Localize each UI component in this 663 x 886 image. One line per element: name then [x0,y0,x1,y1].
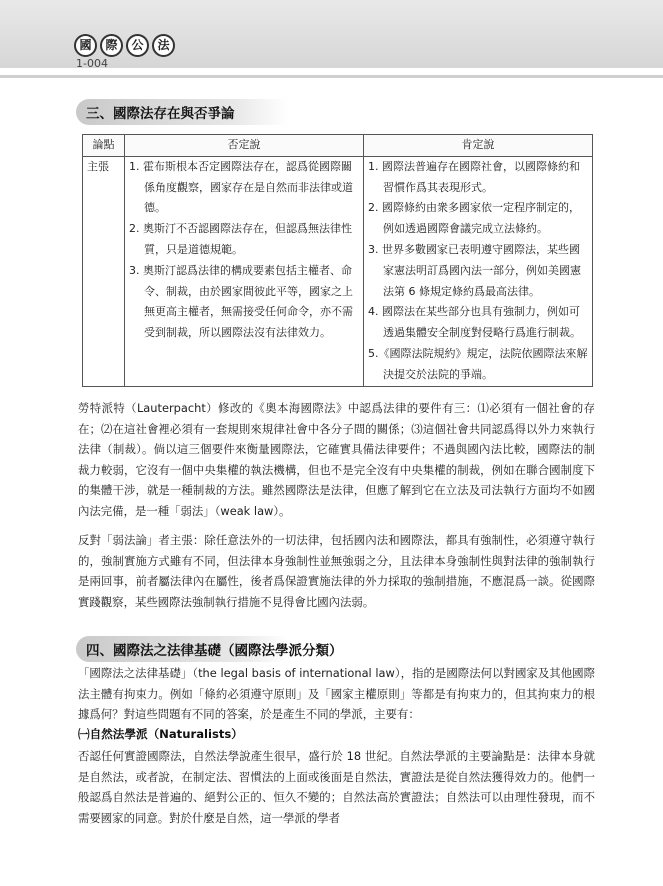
list-item: 1. 國際法普遍存在國際社會，以國際條約和習慣作爲其表現形式。 [368,159,580,194]
table-row-label: 主張 [83,156,125,386]
book-title-char: 際 [100,34,123,57]
body-paragraph: 否認任何實證國際法，自然法學說產生很早，盛行於 18 世紀。自然法學派的主要論點是：法律本身就是自然法，或者說，在制定法、習慣法的上面或後面是自然法，實證法是從自然法獲得效力的。他們一般認爲自然法是普遍的、絕對公正的、恒久不變的；自然法高於實證法；自然法可以由理性發現，而不需要國家的同意。對於什麼是自然，這一學派的學者 [78,749,595,825]
list-item: 4. 國際法在某些部分也具有強制力，例如可透過集體安全制度對侵略行爲進行制裁。 [368,305,581,340]
book-title-char: 國 [74,34,97,57]
subsection-heading: ㈠自然法學派（Naturalists） [78,727,243,741]
positive-view-cell [364,156,593,386]
section-heading [76,99,596,125]
book-title-char: 公 [126,34,149,57]
header-divider [0,75,663,78]
list-item: 3. 世界多數國家已表明遵守國際法，某些國家憲法明訂爲國內法一部分，例如美國憲法第 6 條規定條約爲最高法律。 [368,242,581,298]
list-item: 2. 奧斯汀不否認國際法存在，但認爲無法律性質，只是道德規範。 [129,222,352,256]
list-item: 2. 國際條約由衆多國家依一定程序制定的，例如透過國際會議完成立法條約。 [368,201,580,236]
list-item: 1. 霍布斯根本否定國際法存在，認爲從國際關係角度觀察，國家存在是自然而非法律或道德。 [129,159,353,215]
comparison-table [82,134,593,387]
table-row [83,156,593,386]
table-header: 論點 [83,135,125,157]
page-number: 1-004 [76,57,108,70]
table-header-row [83,135,593,157]
book-title-char: 法 [152,34,175,57]
body-paragraph: 「國際法之法律基礎」（the legal basis of international law），指的是國際法何以對國家及其他國際法主體有拘束力。例如「條約必須遵守原則」及「國家主權原則」等都是有拘束力的，但其拘束力的根據爲何？對這些問題有不同的答案，於是產生不同的學派，主要有： [78,666,595,722]
body-paragraph: 勞特派特（Lauterpacht）修改的《奧本海國際法》中認爲法律的要件有三：⑴必須有一個社會的存在；⑵在這社會裡必須有一套規則來規律社會中各分子間的關係；⑶這個社會共同認爲得以外力來執行法律（制裁）。倘以這三個要件來衡量國際法，它確實具備法律要件；不過與國內法比較，國際法的制裁力較弱，它沒有一個中央集權的執法機構，但也不是完全沒有中央集權的制裁，例如在聯合國制度下的集體干涉，就是一種制裁的方法。雖然國際法是法律，但應了解到它在立法及司法執行方面均不如國內法完備，是一種「弱法」（weak law）。 [78,401,595,518]
section-heading-text: 四、國際法之法律基礎（國際法學派分類） [86,643,343,659]
section-heading [76,636,596,662]
section-heading-text: 三、國際法存在與否爭論 [86,106,235,122]
table-header: 否定說 [125,135,364,157]
table-header: 肯定說 [364,135,593,157]
body-paragraph: 反對「弱法論」者主張：除任意法外的一切法律，包括國內法和國際法，都具有強制性，必須遵守執行的，強制實施方式雖有不同，但法律本身強制性並無強弱之分，且法律本身強制性與對法律的強制執行是兩回事，前者屬法律內在屬性，後者爲保證實施法律的外力採取的強制措施，不應混爲一談。從國際實踐觀察，某些國際法強制執行措施不見得會比國內法弱。 [78,533,595,609]
book-title [74,34,175,57]
list-item: 3. 奧斯汀認爲法律的構成要素包括主權者、命令、制裁，由於國家間彼此平等，國家之上無更高主權者，無需接受任何命令，亦不需受到制裁，所以國際法沒有法律效力。 [129,263,353,340]
list-item: 5.《國際法院規約》規定，法院依國際法來解決提交於法院的爭端。 [368,346,588,381]
negative-view-cell [125,156,364,386]
